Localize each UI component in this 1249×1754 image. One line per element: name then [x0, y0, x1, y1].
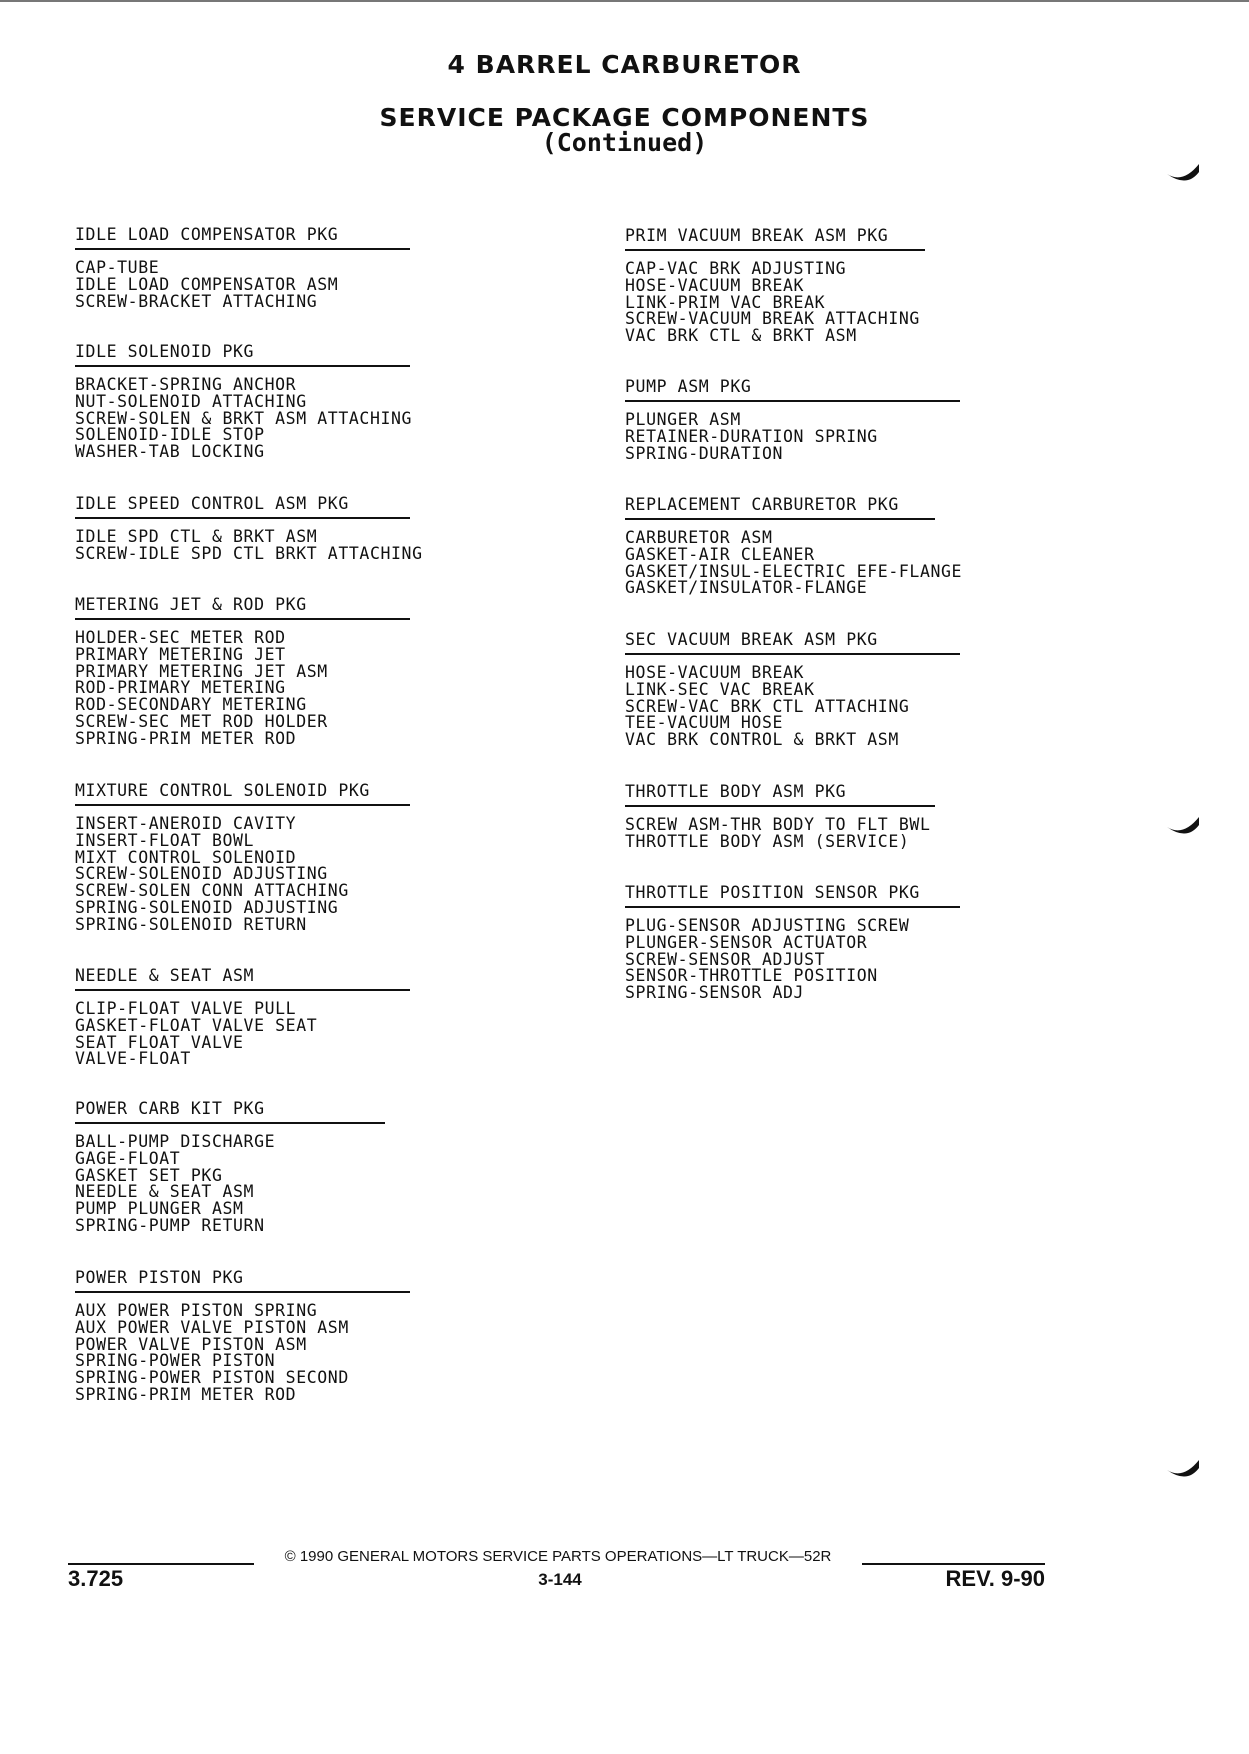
section-heading: THROTTLE POSITION SENSOR PKG [625, 884, 960, 908]
footer-section-number: 3.725 [68, 1566, 124, 1591]
list-item: SCREW-VACUUM BREAK ATTACHING [625, 309, 920, 329]
list-item: HOSE-VACUUM BREAK [625, 275, 805, 295]
list-item: PLUNGER ASM [625, 410, 741, 429]
item-list [75, 1303, 410, 1404]
list-item: RETAINER-DURATION SPRING [625, 426, 878, 446]
list-item: CAP-TUBE [75, 258, 160, 277]
list-item: SPRING-SOLENOID RETURN [75, 914, 307, 934]
section-idle-solenoid [75, 342, 413, 462]
list-item: POWER VALVE PISTON ASM [75, 1334, 307, 1354]
list-item: NEEDLE & SEAT ASM [75, 1182, 255, 1202]
section-idle-speed-control [75, 494, 423, 563]
item-list [625, 528, 963, 598]
list-item: GASKET-AIR CLEANER [625, 544, 815, 564]
list-item: HOSE-VACUUM BREAK [625, 663, 805, 682]
list-item: SOLENOID-IDLE STOP [75, 425, 265, 445]
list-item: BRACKET-SPRING ANCHOR [75, 375, 297, 394]
section-heading: MIXTURE CONTROL SOLENOID PKG [75, 782, 410, 806]
list-item: SENSOR-THROTTLE POSITION [625, 966, 878, 986]
item-list [625, 665, 960, 749]
list-item: VALVE-FLOAT [75, 1049, 191, 1069]
list-item: AUX POWER VALVE PISTON ASM [75, 1317, 349, 1337]
item-list [75, 375, 413, 462]
item-list [625, 261, 925, 345]
list-item: GASKET-FLOAT VALVE SEAT [75, 1015, 318, 1035]
list-item: ROD-PRIMARY METERING [75, 678, 286, 698]
item-list [625, 817, 935, 851]
section-replacement-carburetor [625, 495, 963, 598]
list-item: INSERT-FLOAT BOWL [75, 830, 255, 850]
list-item: VAC BRK CONTROL & BRKT ASM [625, 730, 899, 750]
list-item: SPRING-POWER PISTON [75, 1351, 276, 1371]
list-item: GASKET/INSULATOR-FLANGE [625, 578, 868, 598]
list-item: PLUG-SENSOR ADJUSTING SCREW [625, 916, 910, 935]
list-item: CAP-VAC BRK ADJUSTING [625, 259, 847, 278]
item-list [75, 630, 410, 748]
list-item: AUX POWER PISTON SPRING [75, 1301, 318, 1320]
section-heading: IDLE SPEED CONTROL ASM PKG [75, 495, 410, 519]
list-item: MIXT CONTROL SOLENOID [75, 847, 297, 867]
list-item: ROD-SECONDARY METERING [75, 695, 307, 715]
item-list [625, 412, 960, 462]
section-prim-vacuum-break [625, 227, 925, 345]
item-list [625, 918, 960, 1002]
page-title: 4 BARREL CARBURETOR [447, 50, 802, 79]
list-item: SCREW-IDLE SPD CTL BRKT ATTACHING [75, 543, 423, 563]
section-heading: IDLE LOAD COMPENSATOR PKG [75, 226, 410, 250]
list-item: SPRING-SOLENOID ADJUSTING [75, 897, 339, 917]
section-metering-jet-rod [75, 596, 410, 748]
top-rule [0, 0, 1249, 2]
list-item: PRIMARY METERING JET ASM [75, 661, 328, 681]
section-heading: IDLE SOLENOID PKG [75, 343, 410, 367]
list-item: SCREW-SOLENOID ADJUSTING [75, 864, 328, 884]
list-item: BALL-PUMP DISCHARGE [75, 1132, 276, 1151]
footer-rule-right [862, 1563, 1045, 1565]
footer-copyright: © 1990 GENERAL MOTORS SERVICE PARTS OPERATIONS—LT TRUCK—52R [284, 1548, 832, 1565]
list-item: SPRING-DURATION [625, 443, 784, 463]
page-subtitle-note: (Continued) [541, 128, 708, 157]
list-item: LINK-PRIM VAC BREAK [625, 292, 826, 312]
binder-hole [1165, 1458, 1201, 1480]
section-heading: METERING JET & ROD PKG [75, 596, 410, 620]
list-item: TEE-VACUUM HOSE [625, 713, 784, 733]
list-item: THROTTLE BODY ASM (SERVICE) [625, 831, 910, 851]
list-item: NUT-SOLENOID ATTACHING [75, 391, 307, 411]
item-list [75, 527, 423, 563]
list-item: SCREW-SEC MET ROD HOLDER [75, 711, 328, 731]
list-item: SCREW-BRACKET ATTACHING [75, 291, 318, 311]
list-item: SPRING-POWER PISTON SECOND [75, 1368, 349, 1388]
section-pump-asm [625, 378, 960, 462]
list-item: SPRING-SENSOR ADJ [625, 983, 805, 1003]
list-item: GAGE-FLOAT [75, 1148, 181, 1168]
list-item: IDLE LOAD COMPENSATOR ASM [75, 274, 339, 294]
section-heading: NEEDLE & SEAT ASM [75, 967, 410, 991]
section-mixture-control-solenoid [75, 782, 410, 934]
binder-hole [1165, 815, 1201, 837]
list-item: CLIP-FLOAT VALVE PULL [75, 999, 297, 1018]
item-list [75, 816, 410, 934]
footer-rule-left [68, 1563, 254, 1565]
list-item: LINK-SEC VAC BREAK [625, 679, 815, 699]
list-item: WASHER-TAB LOCKING [75, 442, 265, 462]
item-list [75, 1001, 410, 1068]
footer-page-number: 3-144 [538, 1570, 582, 1589]
item-list [75, 1134, 385, 1235]
list-item: SCREW-SOLEN & BRKT ASM ATTACHING [75, 408, 413, 428]
item-list [75, 260, 410, 310]
list-item: PRIMARY METERING JET [75, 644, 286, 664]
list-item: SCREW-SENSOR ADJUST [625, 949, 826, 969]
page-subtitle: SERVICE PACKAGE COMPONENTS [379, 103, 870, 132]
list-item: SPRING-PRIM METER ROD [75, 728, 297, 748]
list-item: HOLDER-SEC METER ROD [75, 628, 286, 647]
list-item: PLUNGER-SENSOR ACTUATOR [625, 932, 868, 952]
list-item: PUMP PLUNGER ASM [75, 1199, 244, 1219]
section-throttle-position-sensor [625, 884, 960, 1002]
section-heading: POWER CARB KIT PKG [75, 1100, 385, 1124]
list-item: SPRING-PRIM METER ROD [75, 1384, 297, 1404]
section-heading: THROTTLE BODY ASM PKG [625, 783, 935, 807]
section-heading: PRIM VACUUM BREAK ASM PKG [625, 227, 925, 251]
list-item: INSERT-ANEROID CAVITY [75, 814, 297, 833]
list-item: SCREW-VAC BRK CTL ATTACHING [625, 696, 910, 716]
list-item: SPRING-PUMP RETURN [75, 1215, 265, 1235]
list-item: CARBURETOR ASM [625, 528, 773, 547]
section-idle-load-compensator [75, 226, 410, 310]
section-power-piston [75, 1269, 410, 1404]
section-throttle-body [625, 783, 935, 851]
list-item: IDLE SPD CTL & BRKT ASM [75, 527, 318, 546]
section-needle-seat [75, 967, 410, 1068]
list-item: VAC BRK CTL & BRKT ASM [625, 326, 857, 346]
list-item: GASKET SET PKG [75, 1165, 223, 1185]
section-heading: REPLACEMENT CARBURETOR PKG [625, 496, 935, 520]
footer-revision: REV. 9-90 [945, 1566, 1045, 1591]
section-heading: PUMP ASM PKG [625, 378, 960, 402]
list-item: GASKET/INSUL-ELECTRIC EFE-FLANGE [625, 561, 963, 581]
section-power-carb-kit [75, 1100, 385, 1235]
section-sec-vacuum-break [625, 631, 960, 749]
list-item: SCREW-SOLEN CONN ATTACHING [75, 881, 349, 901]
list-item: SEAT FLOAT VALVE [75, 1032, 244, 1052]
section-heading: POWER PISTON PKG [75, 1269, 410, 1293]
list-item: SCREW ASM-THR BODY TO FLT BWL [625, 815, 931, 834]
binder-hole [1165, 162, 1201, 184]
section-heading: SEC VACUUM BREAK ASM PKG [625, 631, 960, 655]
